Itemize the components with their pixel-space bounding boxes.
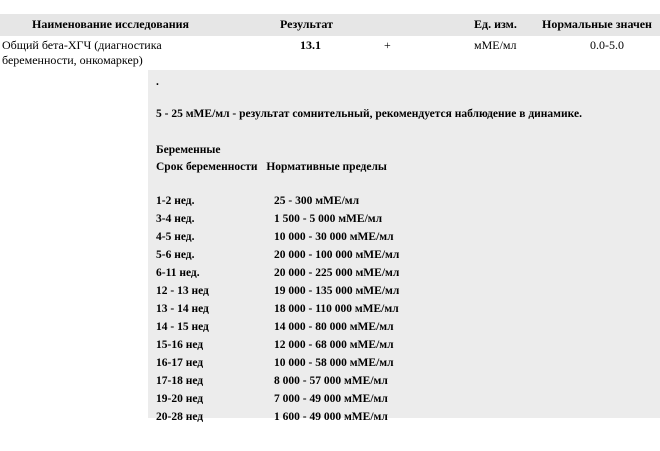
term-column-header: Срок беременности (156, 161, 258, 173)
list-item (156, 375, 556, 393)
table-header (0, 14, 660, 36)
range-term: 15-16 нед (156, 339, 204, 351)
range-value: 7 000 - 49 000 мМЕ/мл (274, 393, 388, 405)
range-value: 14 000 - 80 000 мМЕ/мл (274, 321, 394, 333)
range-term: 4-5 нед. (156, 231, 195, 243)
column-header-name: Наименование исследования (32, 17, 190, 31)
test-name: Общий бета-ХГЧ (диагностика беременности, онкомаркер) (2, 38, 162, 67)
list-item (156, 357, 556, 375)
range-value: 20 000 - 225 000 мМЕ/мл (274, 267, 400, 279)
range-term: 3-4 нед. (156, 213, 195, 225)
list-item (156, 393, 556, 411)
range-term: 13 - 14 нед (156, 303, 209, 315)
list-item (156, 285, 556, 303)
range-term: 14 - 15 нед (156, 321, 209, 333)
column-header-result: Результат (280, 17, 334, 31)
range-term: 20-28 нед (156, 411, 204, 423)
list-item (156, 303, 556, 321)
range-term: 5-6 нед. (156, 249, 195, 261)
range-value: 1 500 - 5 000 мМЕ/мл (274, 213, 383, 225)
pregnancy-ranges-list (156, 195, 556, 429)
list-item (156, 231, 556, 249)
list-item (156, 267, 556, 285)
range-value: 8 000 - 57 000 мМЕ/мл (274, 375, 388, 387)
table-row (0, 38, 660, 70)
list-item (156, 213, 556, 231)
range-value: 20 000 - 100 000 мМЕ/мл (274, 249, 400, 261)
range-value: 25 - 300 мМЕ/мл (274, 195, 360, 207)
range-term: 12 - 13 нед (156, 285, 209, 297)
range-term: 17-18 нед (156, 375, 204, 387)
list-item (156, 411, 556, 429)
range-term: 1-2 нед. (156, 195, 195, 207)
list-item (156, 321, 556, 339)
range-value: 1 600 - 49 000 мМЕ/мл (274, 411, 388, 423)
comment-note: 5 - 25 мМЕ/мл - результат сомнительный, рекомендуется наблюдение в динамике. (156, 108, 582, 120)
list-item (156, 339, 556, 357)
range-term: 19-20 нед (156, 393, 204, 405)
column-header-norm: Нормальные значен (542, 17, 652, 31)
range-term: 16-17 нед (156, 357, 204, 369)
pregnancy-table-header (156, 161, 387, 173)
range-value: 18 000 - 110 000 мМЕ/мл (274, 303, 399, 315)
test-unit: мМЕ/мл (474, 38, 517, 52)
list-item (156, 195, 556, 213)
test-result-value: 13.1 (300, 38, 321, 52)
range-value: 10 000 - 30 000 мМЕ/мл (274, 231, 394, 243)
range-value: 10 000 - 58 000 мМЕ/мл (274, 357, 394, 369)
column-header-unit: Ед. изм. (474, 17, 517, 31)
range-value: 12 000 - 68 000 мМЕ/мл (274, 339, 394, 351)
pregnant-title: Беременные (156, 144, 221, 156)
range-value: 19 000 - 135 000 мМЕ/мл (274, 285, 400, 297)
list-item (156, 249, 556, 267)
test-norm: 0.0-5.0 (590, 38, 624, 52)
result-flag: + (384, 38, 391, 52)
comment-block (148, 70, 660, 423)
range-term: 6-11 нед. (156, 267, 200, 279)
range-column-header: Нормативные пределы (266, 161, 387, 173)
comment-dot: . (156, 76, 159, 88)
